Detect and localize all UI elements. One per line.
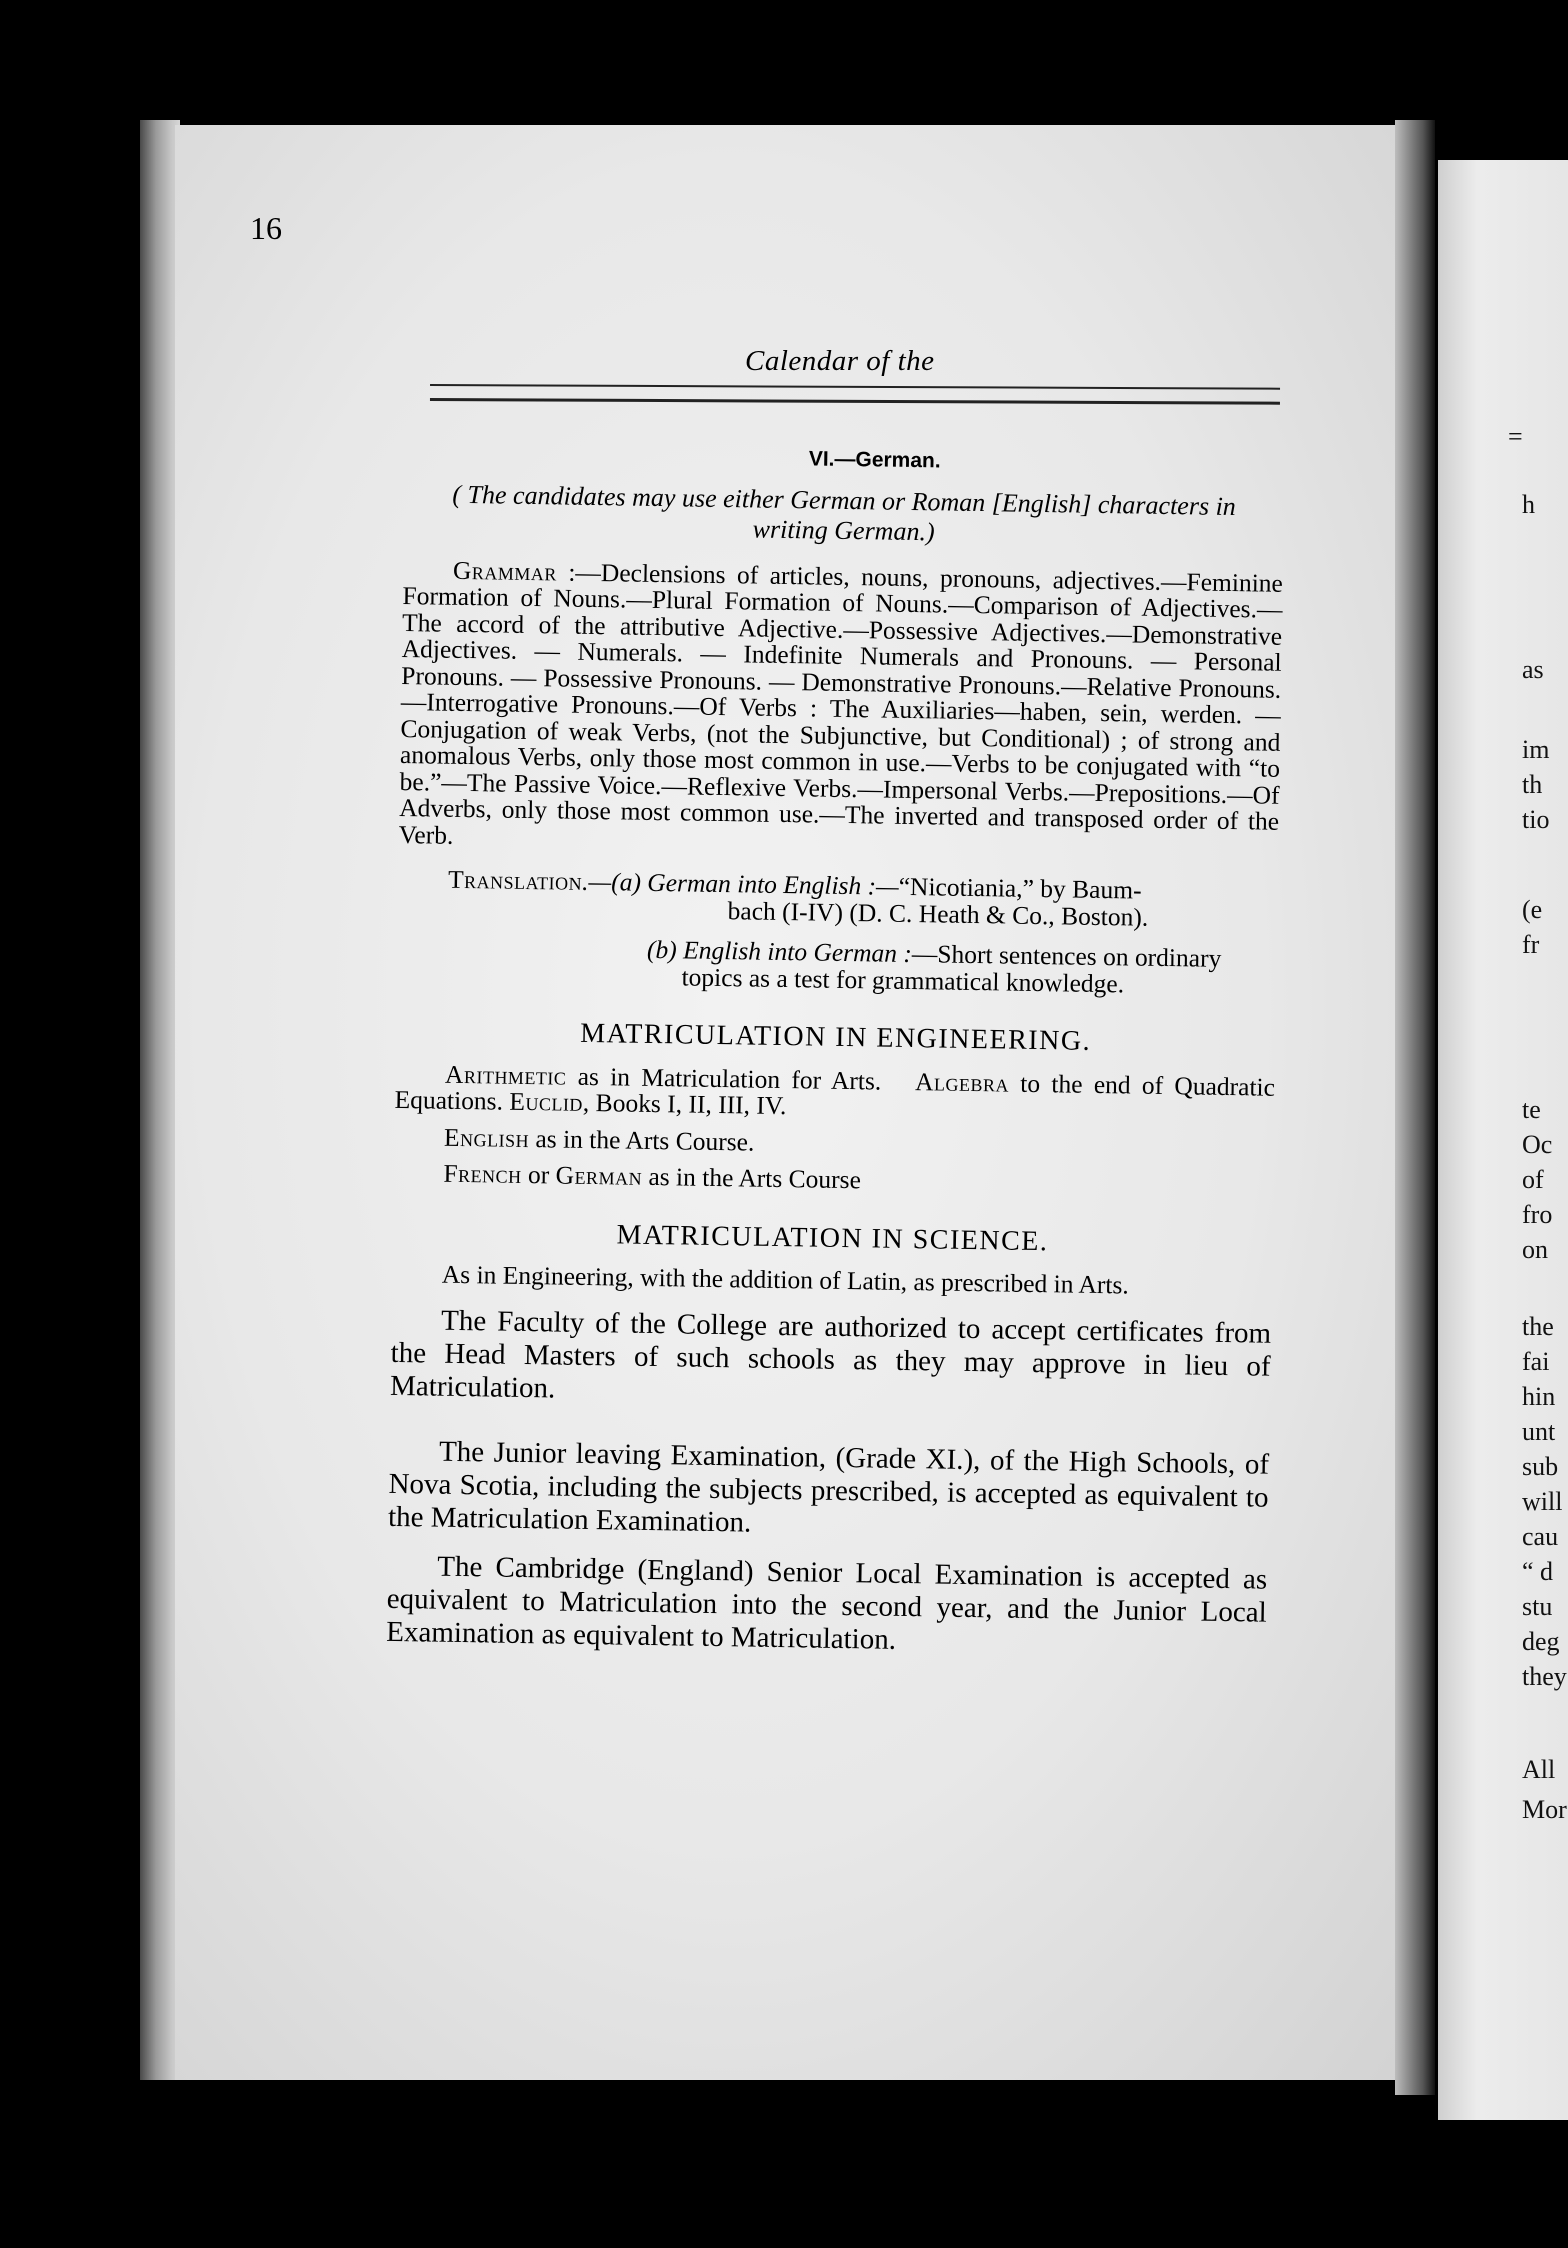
script-note-line: writing German.) bbox=[752, 513, 935, 546]
arithmetic-label: Arithmetic bbox=[444, 1059, 567, 1091]
script-note bbox=[403, 478, 1284, 552]
translation-b-label: (b) English into German : bbox=[646, 934, 913, 969]
cambridge-paragraph: The Cambridge (England) Senior Local Examination is accepted as equivalent to Matriculation into the second year, and the Junior Local Examination as equivalent to Matriculation. bbox=[386, 1550, 1268, 1656]
right-fragment: deg bbox=[1522, 1627, 1560, 1656]
algebra-label: Algebra bbox=[914, 1066, 1010, 1098]
algebra-text: to the end of Quadratic Equations. bbox=[394, 1068, 1276, 1116]
right-fragment: th bbox=[1522, 770, 1543, 799]
right-fragment: sub bbox=[1522, 1452, 1559, 1481]
right-fragment: Oc bbox=[1522, 1130, 1553, 1159]
right-fragment: All bbox=[1522, 1755, 1556, 1784]
right-fragment: will bbox=[1522, 1487, 1563, 1516]
translation-label: Translation bbox=[447, 864, 583, 896]
grammar-label: Grammar bbox=[452, 555, 558, 586]
right-fragment: stu bbox=[1522, 1592, 1553, 1621]
page-gutter bbox=[1395, 120, 1435, 2095]
right-fragment: = bbox=[1508, 422, 1523, 451]
translation-a-label: .—(a) German into English :— bbox=[581, 866, 899, 901]
right-fragment: of bbox=[1522, 1165, 1544, 1194]
right-fragment: h bbox=[1522, 490, 1535, 519]
english-line bbox=[394, 1123, 1274, 1163]
right-fragment: fai bbox=[1522, 1347, 1550, 1376]
right-fragment: (e bbox=[1522, 895, 1543, 924]
right-fragment: fro bbox=[1522, 1200, 1553, 1229]
right-fragment: on bbox=[1522, 1235, 1548, 1264]
right-fragment: unt bbox=[1522, 1417, 1556, 1446]
german-label: German bbox=[555, 1160, 643, 1191]
french-label: French bbox=[443, 1158, 522, 1189]
right-fragment: the bbox=[1522, 1312, 1554, 1341]
science-line: As in Engineering, with the addition of Latin, as prescribed in Arts. bbox=[441, 1259, 1129, 1300]
right-fragment: fr bbox=[1522, 930, 1540, 959]
translation-b-cont: topics as a test for grammatical knowledge. bbox=[681, 961, 1125, 998]
french-german-line bbox=[393, 1160, 1273, 1200]
section-title-german: VI.—German. bbox=[808, 447, 941, 473]
heading-engineering: MATRICULATION IN ENGINEERING. bbox=[580, 1017, 1092, 1057]
grammar-text: :—Declensions of articles, nouns, pronouns, adjectives.—Feminine Formation of Nouns.—Plural Formation of Nouns.—Comparison of Adjectives.—The accord of the attributive Adjective.—Possessive Adjectives.—Demonstrative Adjectives. — Numerals. — Indefinite Numerals and Pronouns. — Personal Pronouns. — Possessive Pronouns. — Demonstrative Pronouns.—Relative Pronouns.—Interrogative Pronouns.—Of Verbs : The Auxiliaries—haben, sein, werden. —Conjugation of weak Verbs, (not the Subjunctive, but Conditional) ; of strong and anomalous Verbs, only those most common in use.—Verbs to be conjugated with “to be.”—The Passive Voice.—Reflexive Verbs.—Impersonal Verbs.—Prepositions.—Of Adverbs, only those most common use.—The inverted and transposed order of the Verb. bbox=[398, 556, 1284, 850]
faculty-paragraph: The Faculty of the College are authorized to accept certificates from the Head Masters of such schools as they may approve in lieu of Matriculation. bbox=[389, 1304, 1272, 1404]
book-edge bbox=[140, 120, 180, 2080]
english-label: English bbox=[443, 1122, 530, 1153]
right-page bbox=[1438, 160, 1568, 2120]
script-note-line: ( The candidates may use either German or Roman [English] characters in bbox=[452, 479, 1237, 521]
translation-block bbox=[396, 866, 1278, 1000]
right-fragment: tio bbox=[1522, 805, 1550, 834]
grammar-paragraph bbox=[399, 556, 1283, 861]
translation-a-cont: bach (I-IV) (D. C. Heath & Co., Boston). bbox=[727, 895, 1149, 932]
junior-paragraph: The Junior leaving Examination, (Grade XI.), of the High Schools, of Nova Scotia, including the subjects prescribed, is accepted as equivalent to the Matriculation Examination. bbox=[387, 1435, 1270, 1539]
translation-b-text: —Short sentences on ordinary bbox=[911, 939, 1222, 973]
euclid-label: Euclid bbox=[509, 1086, 584, 1117]
page-number: 16 bbox=[250, 210, 282, 246]
right-fragment: Mor bbox=[1522, 1795, 1567, 1824]
right-fragment: as bbox=[1522, 655, 1544, 684]
arithmetic-text: as in Matriculation for Arts. bbox=[566, 1061, 882, 1096]
engineering-paragraph bbox=[394, 1060, 1275, 1127]
english-text: as in the Arts Course. bbox=[528, 1123, 755, 1157]
page-content bbox=[386, 440, 1285, 1662]
right-fragment: cau bbox=[1522, 1522, 1559, 1551]
euclid-text: , Books I, II, III, IV. bbox=[582, 1087, 787, 1121]
translation-a-text: “Nicotiania,” by Baum- bbox=[898, 871, 1142, 905]
french-german-text: as in the Arts Course bbox=[641, 1161, 862, 1195]
right-fragment: they bbox=[1522, 1662, 1567, 1691]
right-fragment: “ d bbox=[1522, 1557, 1554, 1586]
or-text: or bbox=[521, 1159, 556, 1190]
right-fragment: hin bbox=[1522, 1382, 1556, 1411]
heading-science: MATRICULATION IN SCIENCE. bbox=[616, 1218, 1049, 1257]
running-head: Calendar of the bbox=[745, 345, 935, 377]
right-fragment: im bbox=[1522, 735, 1550, 764]
right-fragment: te bbox=[1522, 1095, 1541, 1124]
